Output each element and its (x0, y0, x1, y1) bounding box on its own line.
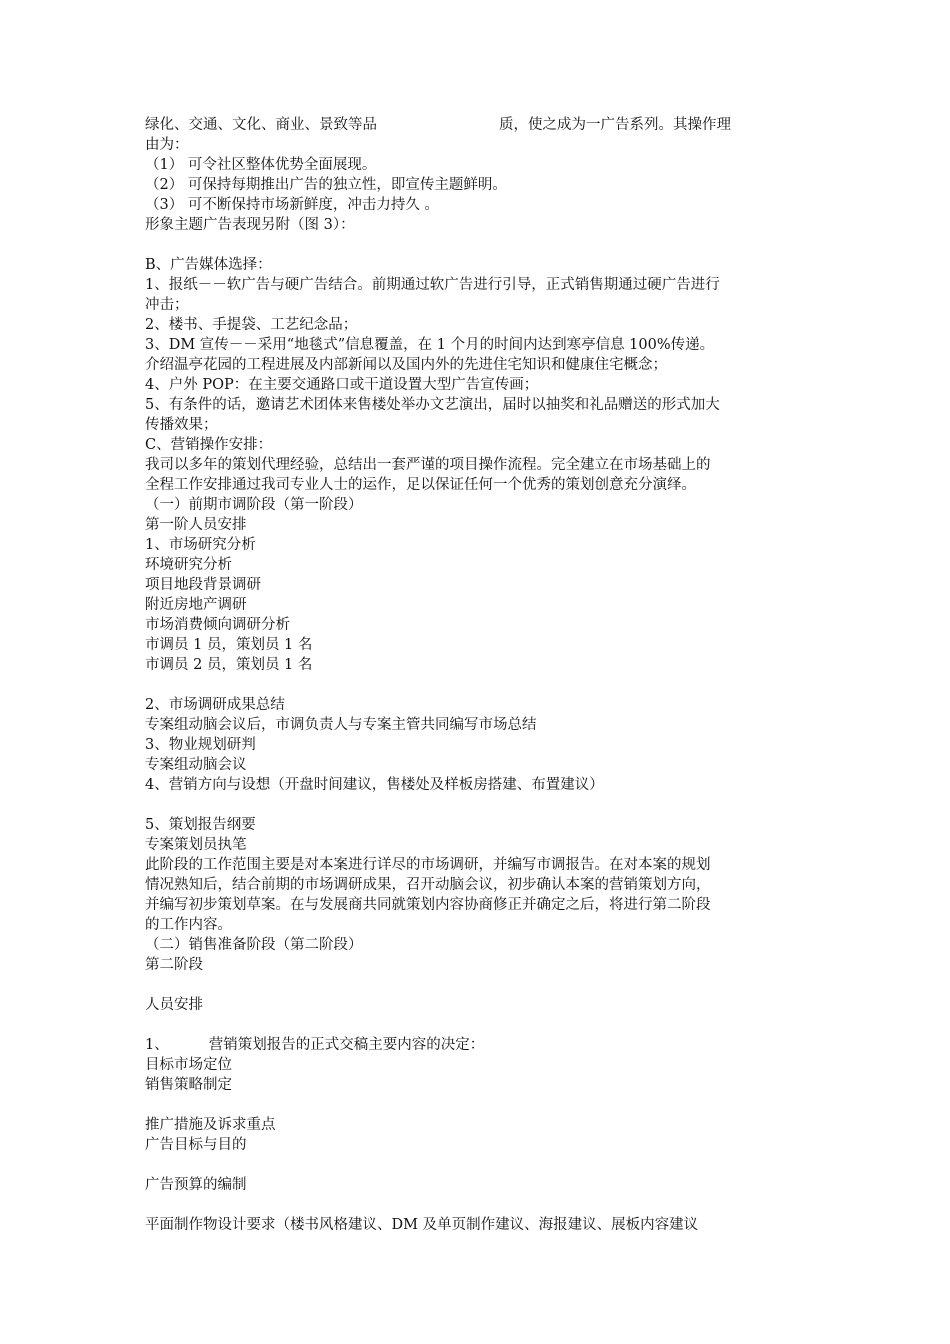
text-line: 情况熟知后，结合前期的市场调研成果，召开动脑会议，初步确认本案的营销策划方向， (145, 877, 711, 893)
text-line: 并编写初步策划草案。在与发展商共同就策划内容协商修正并确定之后，将进行第二阶段 (145, 897, 711, 913)
text-line: 形象主题广告表现另附（图 3）： (145, 217, 355, 233)
text-line: 由为： (145, 137, 189, 153)
text-line: 项目地段背景调研 (145, 577, 261, 593)
text-line: 冲击； (145, 297, 189, 313)
text-line: 2、市场调研成果总结 (145, 697, 285, 713)
text-segment: 绿化、交通、文化、商业、景致等品 (145, 117, 377, 133)
subsection-heading: （二）销售准备阶段（第二阶段） (145, 937, 363, 953)
text-line: 传播效果； (145, 417, 218, 433)
document-body (145, 115, 810, 1235)
text-line: 市场消费倾向调研分析 (145, 617, 290, 633)
text-line: 销售策略制定 (145, 1077, 232, 1093)
text-line (145, 1035, 810, 1055)
text-segment: 营销策划报告的正式交稿主要内容的决定： (208, 1037, 485, 1053)
subsection-heading: （一）前期市调阶段（第一阶段） (145, 497, 363, 513)
text-line: 3、物业规划研判 (145, 737, 256, 753)
text-line: 4、营销方向与设想（开盘时间建议，售楼处及样板房搭建、布置建议） (145, 777, 604, 793)
text-line: 此阶段的工作范围主要是对本案进行详尽的市场调研，并编写市调报告。在对本案的规划 (145, 857, 711, 873)
text-line: 广告预算的编制 (145, 1177, 247, 1193)
text-line: 的工作内容。 (145, 917, 232, 933)
text-line (145, 115, 810, 135)
text-line: 专案策划员执笔 (145, 837, 247, 853)
text-line: 人员安排 (145, 997, 203, 1013)
text-line: 专案组动脑会议后，市调负责人与专案主管共同编写市场总结 (145, 717, 537, 733)
text-line: 环境研究分析 (145, 557, 232, 573)
list-number: 1、 (145, 1037, 169, 1053)
text-line: 平面制作物设计要求（楼书风格建议、DM 及单页制作建议、海报建议、展板内容建议 (145, 1217, 699, 1233)
text-line: 2、楼书、手提袋、工艺纪念品； (145, 317, 358, 333)
text-line: 市调员 2 员，策划员 1 名 (145, 657, 313, 673)
text-line: 介绍温亭花园的工程进展及内部新闻以及国内外的先进住宅知识和健康住宅概念； (145, 357, 667, 373)
text-line: 1、报纸－－软广告与硬广告结合。前期通过软广告进行引导，正式销售期通过硬广告进行 (145, 277, 720, 293)
text-line: 第一阶人员安排 (145, 517, 247, 533)
text-segment: 质，使之成为一广告系列。其操作理 (499, 117, 731, 133)
text-line: 广告目标与目的 (145, 1137, 247, 1153)
list-item: （2） 可保持每期推出广告的独立性，即宣传主题鲜明。 (145, 177, 507, 193)
text-line: 目标市场定位 (145, 1057, 232, 1073)
text-line: 市调员 1 员，策划员 1 名 (145, 637, 313, 653)
text-line: 全程工作安排通过我司专业人士的运作，足以保证任何一个优秀的策划创意充分演绎。 (145, 477, 696, 493)
text-line: 3、DM 宣传－－采用“地毯式”信息覆盖，在 1 个月的时间内达到寒亭信息 100%传递。 (145, 337, 715, 353)
text-line: 我司以多年的策划代理经验，总结出一套严谨的项目操作流程。完全建立在市场基础上的 (145, 457, 711, 473)
section-heading: C、营销操作安排： (145, 437, 273, 453)
text-line: 4、户外 POP：在主要交通路口或干道设置大型广告宣传画； (145, 377, 539, 393)
list-item: （3） 可不断保持市场新鲜度，冲击力持久 。 (145, 197, 439, 213)
text-line: 推广措施及诉求重点 (145, 1117, 276, 1133)
text-line: 1、市场研究分析 (145, 537, 256, 553)
text-line: 专案组动脑会议 (145, 757, 247, 773)
text-line: 附近房地产调研 (145, 597, 247, 613)
section-heading: B、广告媒体选择： (145, 257, 272, 273)
text-line: 5、策划报告纲要 (145, 817, 256, 833)
text-line: 第二阶段 (145, 957, 203, 973)
text-line: 5、有条件的话，邀请艺术团体来售楼处举办文艺演出，届时以抽奖和礼品赠送的形式加大 (145, 397, 720, 413)
list-item: （1） 可令社区整体优势全面展现。 (145, 157, 377, 173)
